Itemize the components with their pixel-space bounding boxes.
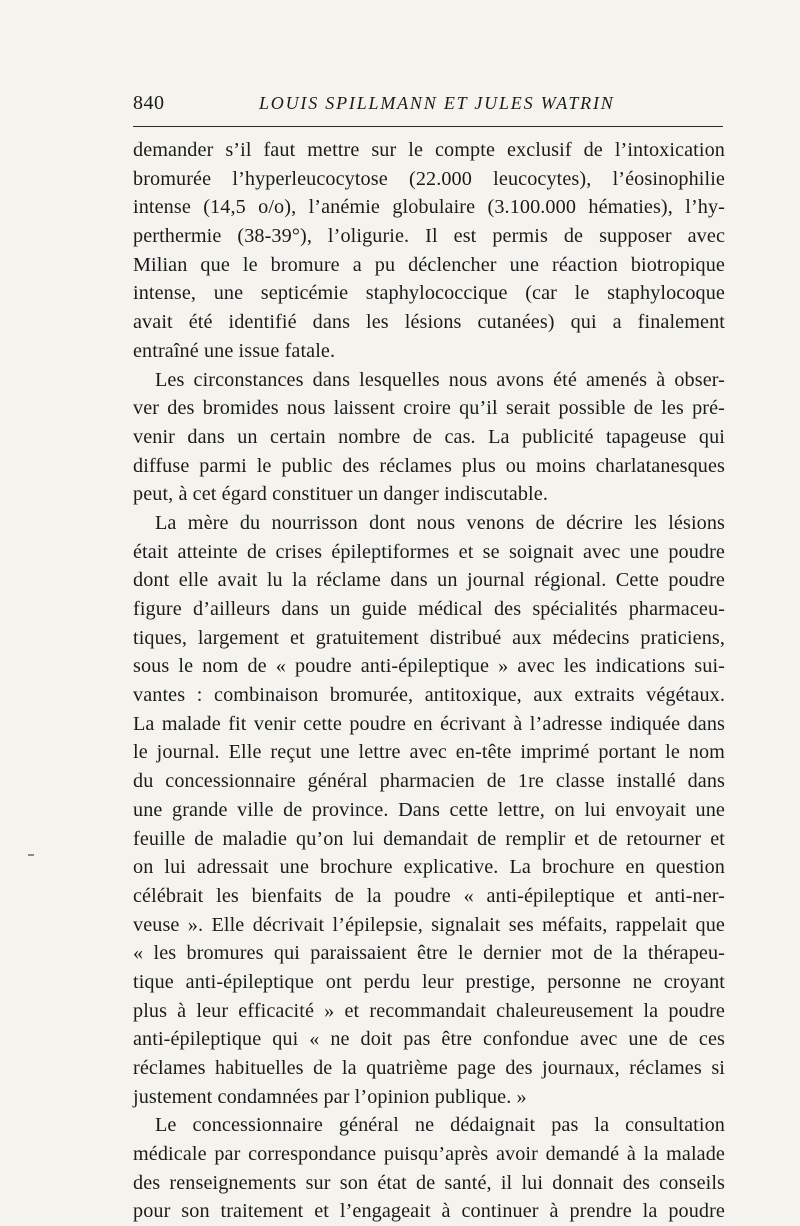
text-line: intense (14,5 o/o), l’anémie globulaire (3.100.000 hématies), l’hy- (133, 196, 725, 219)
text-line: entraîné une issue fatale. (133, 339, 336, 362)
text-line: veuse ». Elle décrivait l’épilepsie, signalait ses méfaits, rappelait que (133, 913, 725, 936)
text-line: peut, à cet égard constituer un danger indiscutable. (133, 483, 548, 506)
text-line: tique anti-épileptique ont perdu leur prestige, personne ne croyant (133, 970, 725, 993)
text-line: figure d’ailleurs dans un guide médical des spécialités pharmaceu- (133, 598, 725, 620)
running-title: LOUIS SPILLMANN ET JULES WATRIN (259, 93, 615, 113)
text-line: du concessionnaire général pharmacien de 1re classe installé dans (133, 770, 725, 793)
body-text (133, 136, 725, 1226)
text-line: diffuse parmi le public des réclames plus ou moins charlatanesques (133, 454, 725, 477)
text-line: feuille de maladie qu’on lui demandait de remplir et de retourner et (133, 827, 725, 850)
text-line: venir dans un certain nombre de cas. La publicité tapageuse qui (133, 425, 725, 448)
text-line: La mère du nourrisson dont nous venons de décrire les lésions (155, 511, 725, 534)
text-line: demander s’il faut mettre sur le compte exclusif de l’intoxication (133, 139, 725, 161)
text-line: une grande ville de province. Dans cette lettre, on lui envoyait une (133, 798, 725, 821)
text-line: justement condamnées par l’opinion publique. » (133, 1085, 527, 1108)
text-line: Milian que le bromure a pu déclencher une réaction biotropique (133, 253, 725, 276)
page-number: 840 (133, 92, 165, 114)
text-line: était atteinte de crises épileptiformes et se soignait avec une poudre (133, 540, 725, 563)
text-line: anti-épileptique qui « ne doit pas être confondue avec une de ces (133, 1028, 725, 1051)
text-line: intense, une septicémie staphylococcique (car le staphylocoque (133, 282, 725, 305)
text-line: La malade fit venir cette poudre en écrivant à l’adresse indiquée dans (133, 712, 725, 735)
text-line: sous le nom de « poudre anti-épileptique » avec les indications sui- (133, 655, 725, 678)
text-line: tiques, largement et gratuitement distribué aux médecins praticiens, (133, 626, 725, 649)
text-line: médicale par correspondance puisqu’après avoir demandé à la malade (133, 1143, 725, 1166)
header-rule (133, 126, 723, 127)
margin-mark (28, 854, 34, 856)
text-line: on lui adressait une brochure explicative. La brochure en question (133, 856, 725, 879)
text-line: des renseignements sur son état de santé, il lui donnait des conseils (133, 1171, 725, 1194)
text-line: pour son traitement et l’engageait à continuer à prendre la poudre (133, 1200, 725, 1223)
text-line: perthermie (38-39°), l’oligurie. Il est permis de supposer avec (133, 225, 725, 248)
text-line: célébrait les bienfaits de la poudre « anti-épileptique et anti-ner- (133, 884, 725, 907)
text-line: « les bromures qui paraissaient être le dernier mot de la thérapeu- (133, 942, 725, 965)
text-line: réclames habituelles de la quatrième page des journaux, réclames si (133, 1057, 725, 1079)
text-line: avait été identifié dans les lésions cutanées) qui a finalement (133, 311, 725, 334)
text-line: Les circonstances dans lesquelles nous avons été amenés à obser- (155, 368, 725, 391)
text-line: Le concessionnaire général ne dédaignait pas la consultation (155, 1114, 725, 1137)
text-line: bromurée l’hyperleucocytose (22.000 leucocytes), l’éosinophilie (133, 167, 725, 190)
text-line: plus à leur efficacité » et recommandait chaleureusement la poudre (133, 999, 725, 1022)
text-line: ver des bromides nous laissent croire qu’il serait possible de les pré- (133, 397, 725, 420)
running-head (133, 92, 723, 118)
text-line: vantes : combinaison bromurée, antitoxique, aux extraits végétaux. (133, 684, 725, 707)
text-line: dont elle avait lu la réclame dans un journal régional. Cette poudre (133, 569, 725, 592)
text-line: le journal. Elle reçut une lettre avec en-tête imprimé portant le nom (133, 741, 725, 764)
